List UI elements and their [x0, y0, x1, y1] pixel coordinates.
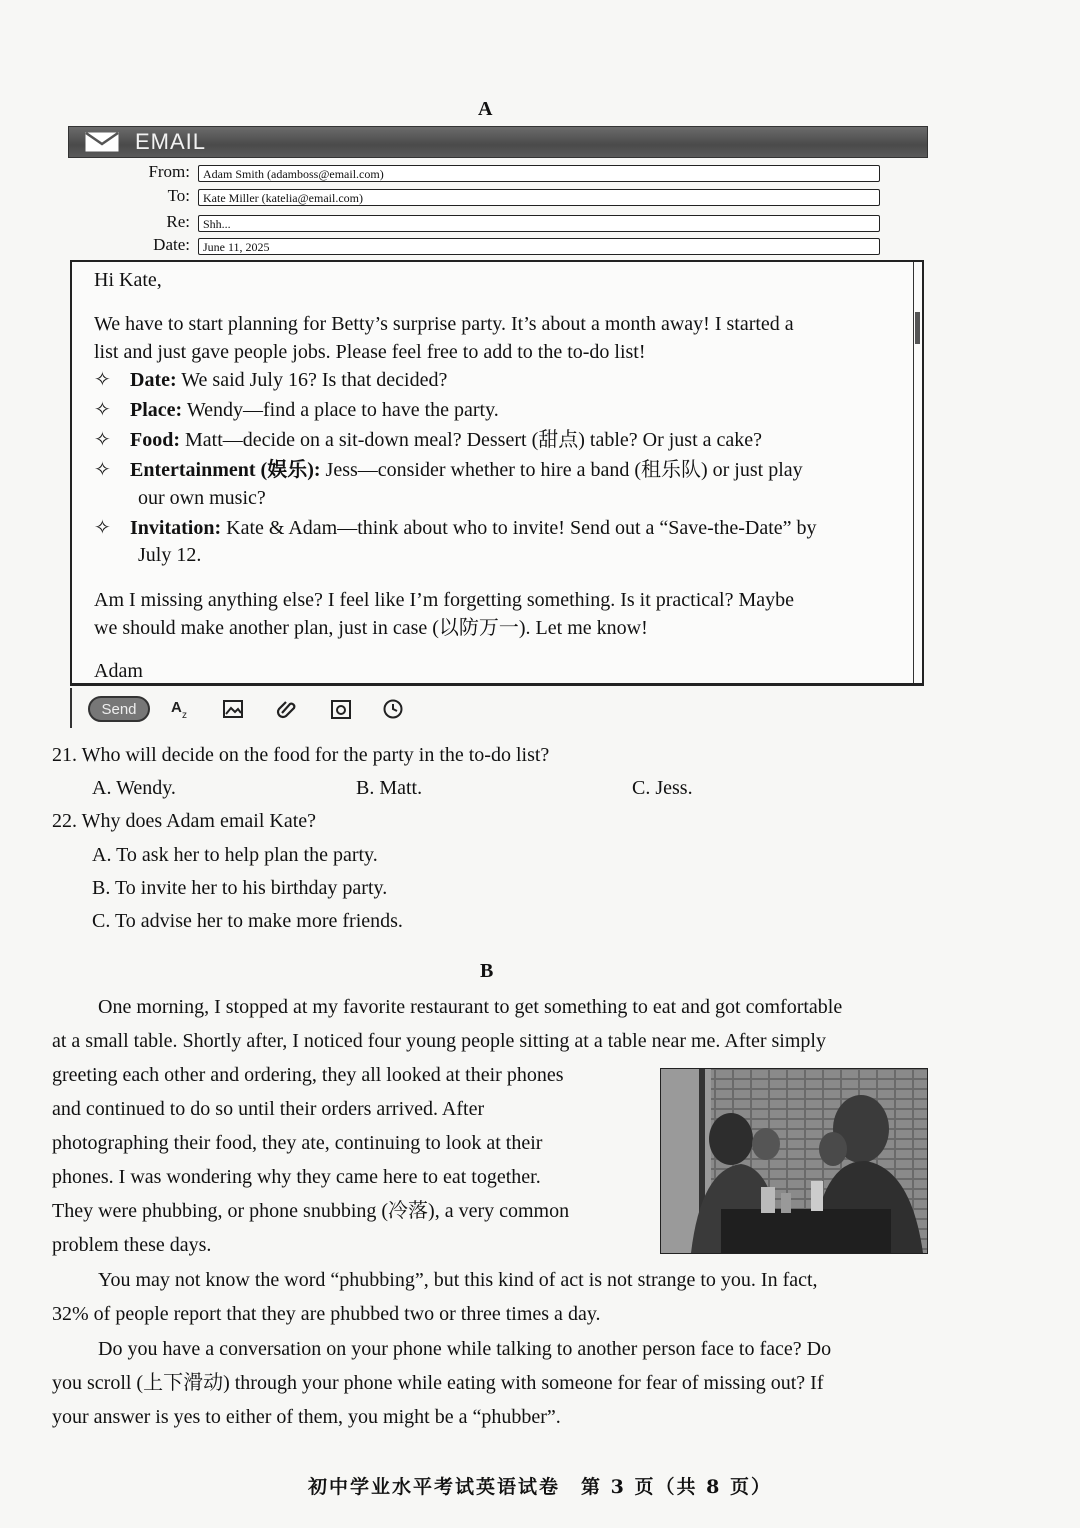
email-greeting: Hi Kate,	[94, 269, 162, 291]
passage-line: 32% of people report that they are phubbed two or three times a day.	[52, 1303, 601, 1325]
from-label: From:	[148, 162, 190, 181]
to-field[interactable]: Kate Miller (katelia@email.com)	[198, 189, 880, 206]
todo-text: Kate & Adam—think about who to invite! Send out a “Save-the-Date” by	[221, 517, 817, 539]
question-21-option-b: B. Matt.	[356, 777, 423, 799]
image-icon[interactable]	[222, 698, 244, 720]
send-button[interactable]: Send	[88, 696, 150, 722]
attach-icon[interactable]	[276, 698, 298, 720]
question-21-option-a: A. Wendy.	[92, 777, 176, 799]
email-signature: Adam	[94, 660, 143, 682]
page-footer: 初中学业水平考试英语试卷 第 3 页（共 8 页）	[308, 1476, 772, 1498]
section-b-heading: B	[480, 960, 494, 982]
question-22: 22. Why does Adam email Kate?	[52, 810, 317, 832]
passage-line: photographing their food, they ate, continuing to look at their	[52, 1132, 543, 1154]
bullet-star-icon: ✧	[94, 429, 111, 451]
passage-line: phones. I was wondering why they came here to eat together.	[52, 1166, 541, 1188]
passage-line: you scroll (上下滑动) through your phone while eating with someone for fear of missing out? If	[52, 1372, 824, 1394]
email-intro-line-2: list and just gave people jobs. Please feel free to add to the to-do list!	[94, 341, 646, 363]
todo-text: Matt—decide on a sit-down meal? Dessert (甜点) table? Or just a cake?	[180, 429, 763, 451]
svg-text:z: z	[182, 710, 187, 720]
todo-item-entertainment-cont: our own music?	[138, 487, 266, 509]
clock-icon[interactable]	[382, 698, 404, 720]
passage-line: greeting each other and ordering, they all looked at their phones	[52, 1064, 564, 1086]
todo-label: Invitation:	[130, 517, 222, 539]
date-field[interactable]: June 11, 2025	[198, 238, 880, 255]
camera-icon[interactable]	[330, 698, 352, 720]
question-21-option-c: C. Jess.	[632, 777, 693, 799]
passage-line: One morning, I stopped at my favorite restaurant to get something to eat and got comfortable	[98, 996, 843, 1018]
todo-label: Place:	[130, 399, 183, 421]
passage-line: Do you have a conversation on your phone while talking to another person face to face? Do	[98, 1338, 832, 1360]
email-title-bar	[68, 126, 928, 158]
svg-text:A: A	[171, 699, 182, 716]
email-toolbar	[70, 688, 930, 728]
text-format-icon[interactable]	[170, 698, 192, 720]
question-22-option-b: B. To invite her to his birthday party.	[92, 877, 388, 899]
bullet-star-icon: ✧	[94, 459, 111, 481]
email-title: EMAIL	[135, 129, 207, 154]
email-closing-line-2: we should make another plan, just in case (以防万一). Let me know!	[94, 617, 648, 639]
re-label: Re:	[166, 212, 190, 231]
email-closing-line-1: Am I missing anything else? I feel like I’m forgetting something. Is it practical? Maybe	[94, 589, 794, 611]
passage-line: problem these days.	[52, 1234, 212, 1256]
todo-label: Entertainment (娱乐):	[130, 459, 321, 481]
todo-item-invitation-cont: July 12.	[138, 544, 202, 566]
passage-line: at a small table. Shortly after, I noticed four young people sitting at a table near me. After simply	[52, 1030, 826, 1052]
from-field[interactable]: Adam Smith (adamboss@email.com)	[198, 165, 880, 182]
question-21: 21. Who will decide on the food for the party in the to-do list?	[52, 744, 550, 766]
envelope-icon	[85, 132, 119, 152]
passage-line: your answer is yes to either of them, you might be a “phubber”.	[52, 1406, 561, 1428]
restaurant-photo	[660, 1068, 928, 1254]
email-intro-line-1: We have to start planning for Betty’s surprise party. It’s about a month away! I started a	[94, 313, 794, 335]
question-22-option-c: C. To advise her to make more friends.	[92, 910, 403, 932]
todo-text: Jess—consider whether to hire a band (租乐队) or just play	[320, 459, 803, 481]
email-scrollbar[interactable]	[913, 262, 922, 683]
todo-text: We said July 16? Is that decided?	[176, 369, 448, 391]
todo-label: Date:	[130, 369, 177, 391]
section-a-heading: A	[478, 98, 493, 120]
to-label: To:	[167, 186, 190, 205]
scrollbar-thumb[interactable]	[915, 312, 920, 344]
passage-line: and continued to do so until their orders arrived. After	[52, 1098, 485, 1120]
bullet-star-icon: ✧	[94, 399, 111, 421]
bullet-star-icon: ✧	[94, 369, 111, 391]
question-22-option-a: A. To ask her to help plan the party.	[92, 844, 378, 866]
date-label: Date:	[153, 235, 190, 254]
passage-line: They were phubbing, or phone snubbing (冷落), a very common	[52, 1200, 570, 1222]
subject-field[interactable]: Shh...	[198, 215, 880, 232]
todo-text: Wendy—find a place to have the party.	[182, 399, 499, 421]
todo-label: Food:	[130, 429, 180, 451]
passage-line: You may not know the word “phubbing”, but this kind of act is not strange to you. In fact,	[98, 1269, 818, 1291]
bullet-star-icon: ✧	[94, 517, 111, 539]
